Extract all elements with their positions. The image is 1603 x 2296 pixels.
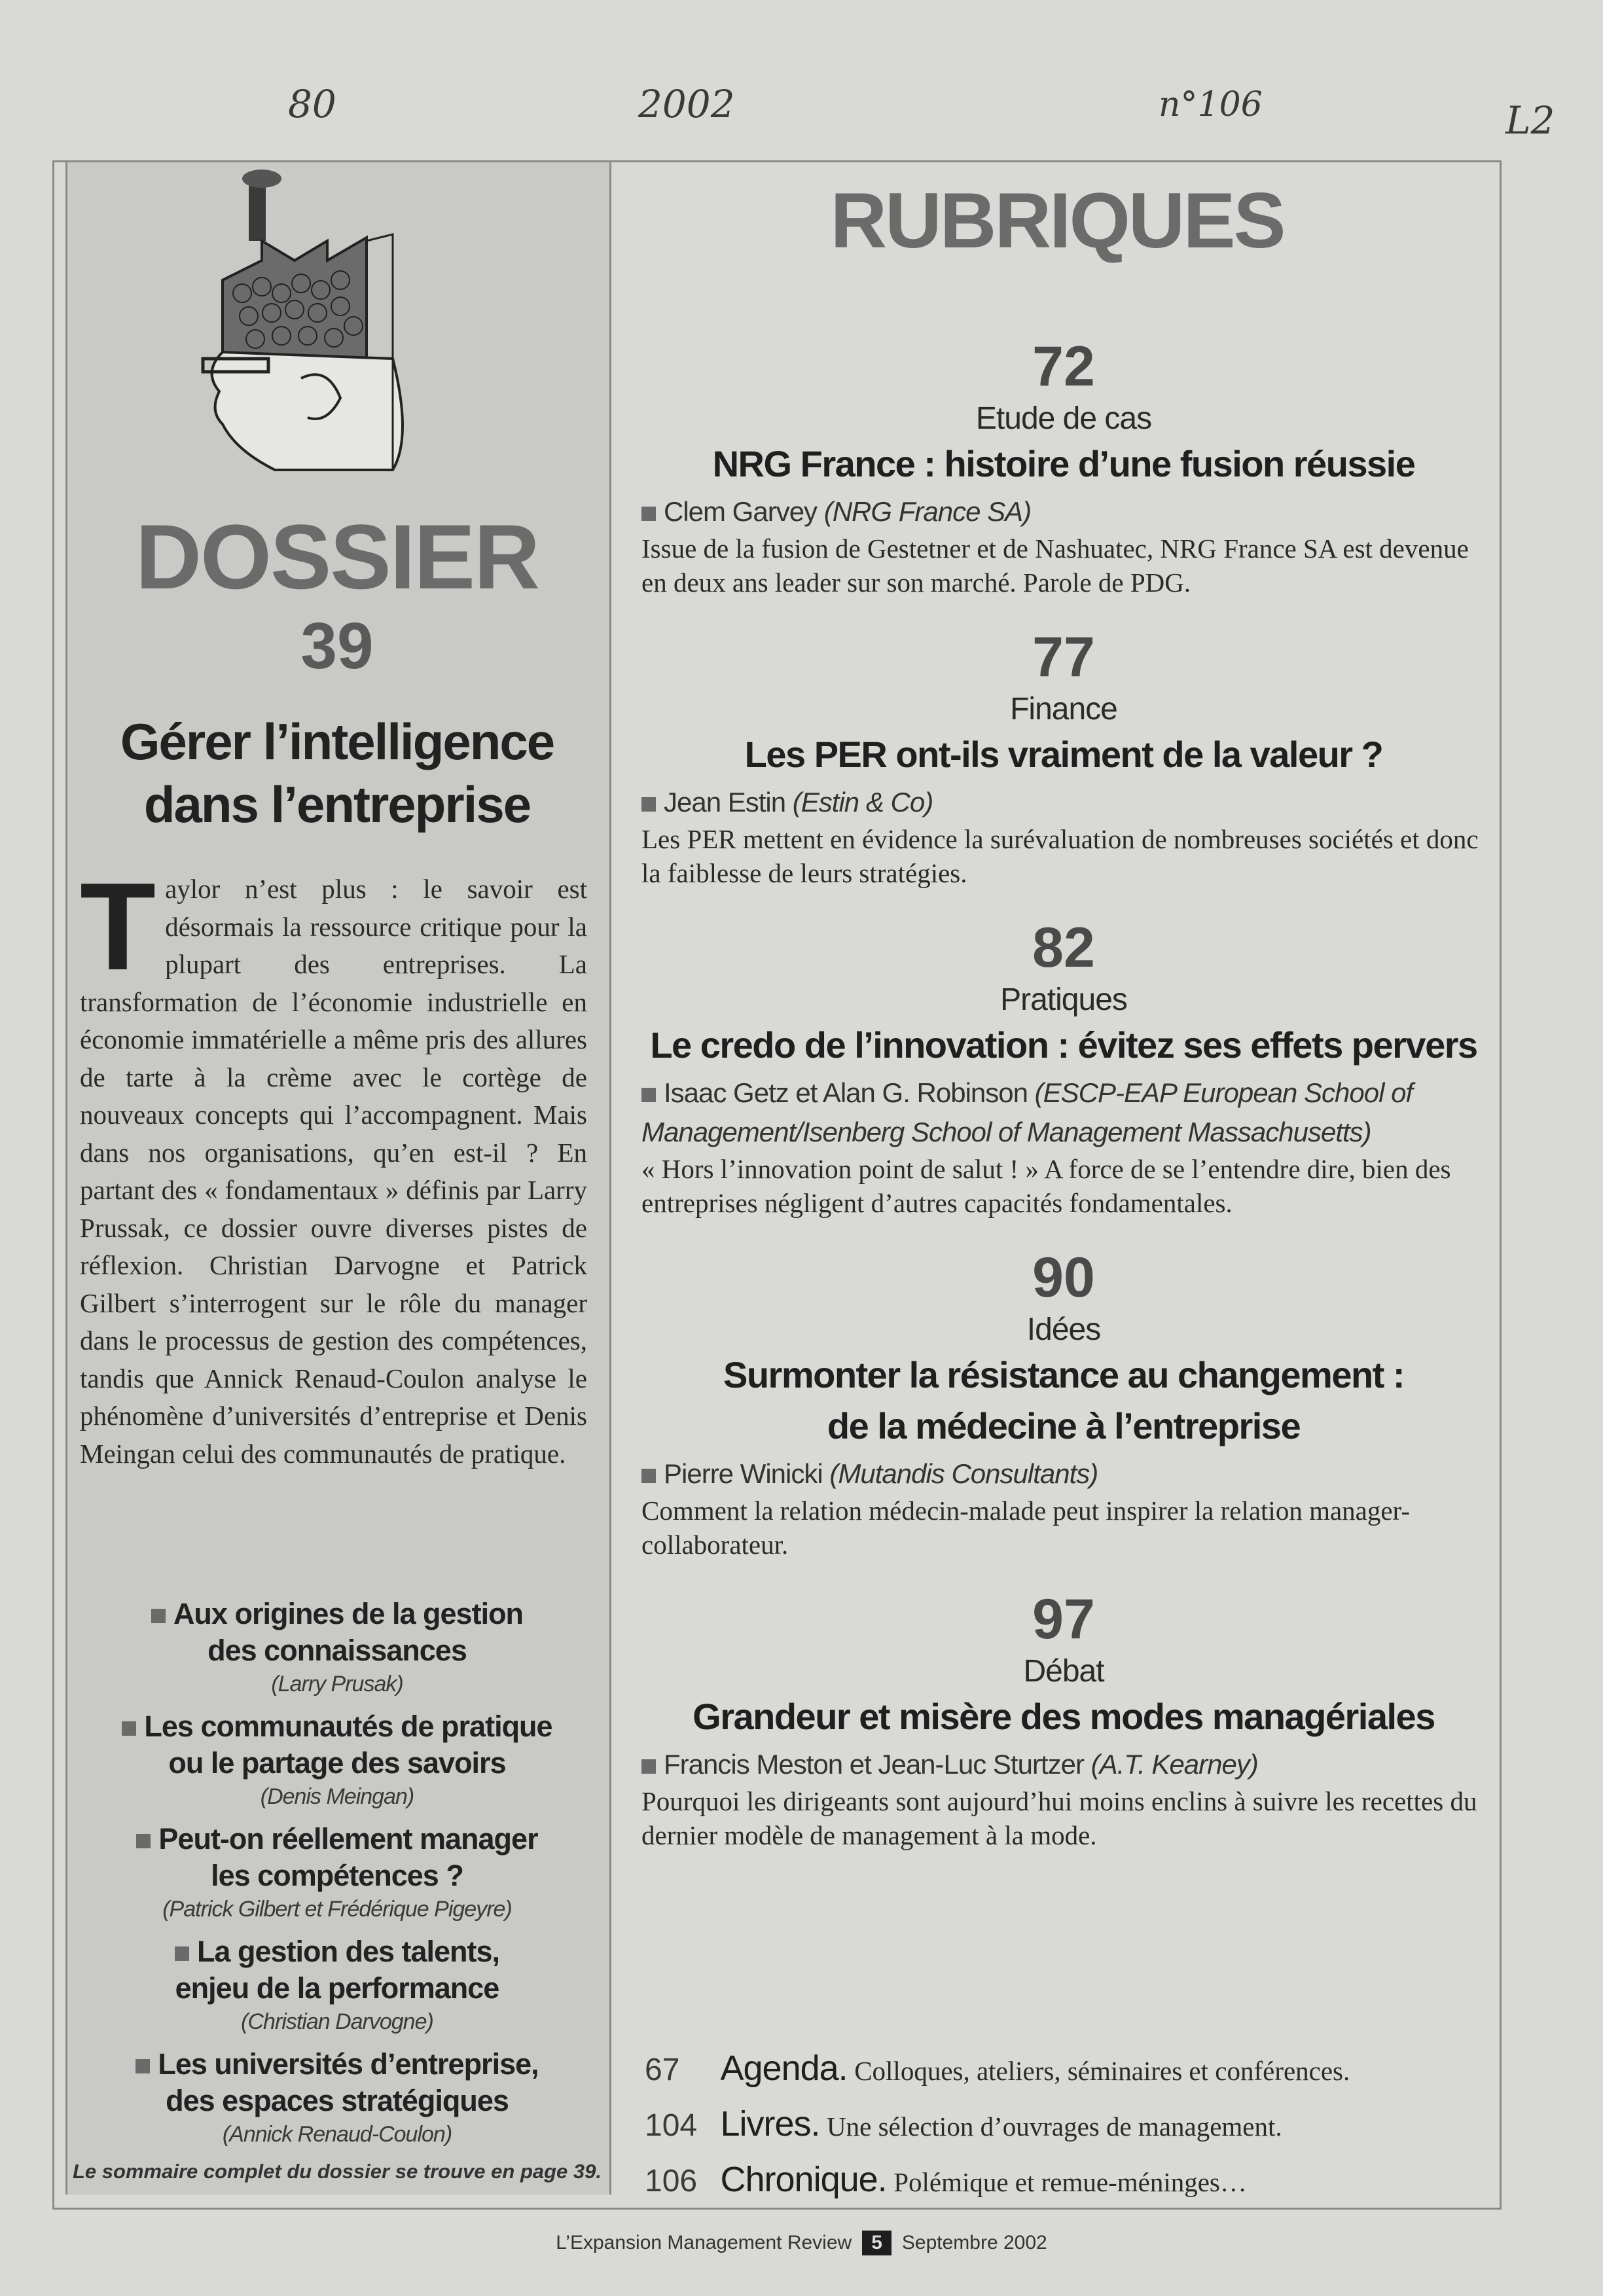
dossier-intro-text: aylor n’est plus : le savoir est désormais la ressource critique pour la plupart des entreprises. La transformation de l’économie industrielle en économie immatérielle a même pris des allures de tarte à la crème avec le cortège de nouveaux concepts qui l’accompagnent. Mais dans nos organisations, qu’en est-il ? En partant des « fondamentaux » définis par Larry Prussak, ce dossier ouvre diverses pistes de réflexion. Christian Darvogne et Patrick Gilbert s’interrogent sur le rôle du manager dans le processus de gestion des compétences, tandis que Annick Renaud-Coulon analyse le phénomène d’universités d’entreprise et Denis Meingan celui des communautés de pratique. [80,874,587,1469]
rubrique-byline [641,783,1486,822]
footer-rubrique-page: 104 [645,2108,698,2143]
footer-rubrique-page: 67 [645,2053,680,2087]
footer-rubrique[interactable] [645,2153,1489,2209]
dossier-note: Le sommaire complet du dossier se trouve en page 39. [73,2160,602,2183]
footer-rubrique-label: Livres. [720,2104,820,2144]
rubrique-page-number: 82 [1032,916,1095,979]
rubrique-entry[interactable] [641,334,1486,600]
article-author: (Denis Meingan) [260,1784,414,1809]
rubrique-byline [641,1454,1486,1494]
article-title: Aux origines de la gestion [173,1597,524,1630]
bullet-square-icon [641,1759,656,1774]
rubrique-page-number: 97 [1032,1588,1095,1651]
bullet-square-icon [641,1469,656,1483]
rubrique-affiliation: (Mutandis Consultants) [829,1458,1098,1489]
article-author: (Patrick Gilbert et Frédérique Pigeyre) [162,1897,512,1922]
bullet-square-icon [641,797,656,812]
rubrique-title: Grandeur et misère des modes managériales [693,1696,1435,1737]
bullet-square-icon [175,1946,189,1961]
handwritten-note: 2002 [638,82,735,126]
article-title: Peut-on réellement manager [158,1822,538,1856]
publication-name: L’Expansion Management Review [556,2232,852,2253]
rubrique-category: Débat [1023,1654,1104,1689]
rubrique-page-number: 77 [1032,626,1095,689]
rubrique-byline [641,492,1486,531]
article-title: des espaces stratégiques [166,2084,509,2117]
rubriques-list [641,334,1486,1852]
rubrique-category: Idées [1026,1312,1101,1347]
rubrique-category: Etude de cas [975,401,1152,436]
rubrique-category: Finance [1010,692,1117,726]
article-title: La gestion des talents, [196,1935,500,1968]
rubrique-authors: Isaac Getz et Alan G. Robinson [664,1077,1028,1108]
rubrique-title: Surmonter la résistance au changement : [723,1354,1405,1395]
rubrique-description: Comment la relation médecin-malade peut inspirer la relation manager-collaborateur. [641,1496,1411,1560]
rubrique-byline [641,1073,1486,1152]
footer-rubrique-page: 106 [645,2164,698,2198]
rubrique-description: « Hors l’innovation point de salut ! » A force de se l’entendre dire, bien des entreprises négligent d’autres capacités fondamentales. [641,1154,1451,1218]
bullet-square-icon [641,1088,656,1102]
rubrique-entry[interactable] [641,624,1486,890]
article-title: les compétences ? [211,1859,463,1892]
article-title: des connaissances [207,1634,467,1667]
dossier-label: DOSSIER [135,505,539,608]
rubrique-description: Pourquoi les dirigeants sont aujourd’hui moins enclins à suivre les recettes du dernier modèle de management à la mode. [641,1786,1477,1850]
drop-cap: T [80,857,156,996]
rubrique-category: Pratiques [1000,982,1127,1017]
footer-rubrique[interactable] [645,2098,1489,2153]
rubrique-description: Les PER mettent en évidence la surévaluation de nombreuses sociétés et donc la faiblesse de leurs stratégies. [641,824,1479,888]
rubrique-authors: Francis Meston et Jean-Luc Sturtzer [664,1749,1084,1780]
dossier-article[interactable] [65,1933,609,2037]
rubrique-title: Les PER ont-ils vraiment de la valeur ? [744,734,1383,775]
article-author: (Christian Darvogne) [241,2009,433,2034]
rubrique-entry[interactable] [641,1245,1486,1562]
article-title: Les communautés de pratique [144,1710,552,1743]
bullet-square-icon [135,2059,150,2073]
rubrique-authors: Jean Estin [664,787,786,817]
handwritten-note: 80 [288,82,336,126]
rubrique-entry[interactable] [641,1587,1486,1852]
bullet-square-icon [151,1609,166,1623]
rubrique-affiliation: (ESCP-EAP European School of Management/Isenberg School of Management Massachusetts) [641,1077,1413,1147]
bullet-square-icon [641,507,656,521]
footer-rubrique-label: Chronique. [720,2160,887,2199]
rubrique-page-number: 90 [1032,1246,1095,1309]
article-title: enjeu de la performance [175,1971,499,2005]
bullet-square-icon [122,1721,136,1736]
issue-date: Septembre 2002 [901,2232,1047,2253]
rubrique-affiliation: (NRG France SA) [823,496,1032,527]
dossier-title [65,710,609,836]
dossier-page-number: 39 [300,609,374,683]
dossier-title-line: Gérer l’intelligence [120,713,554,770]
dossier-article[interactable] [65,2046,609,2149]
article-author: (Larry Prusak) [271,1672,403,1696]
factory-head-illustration [196,162,497,476]
rubrique-description: Issue de la fusion de Gestetner et de Nashuatec, NRG France SA est devenue en deux ans leader sur son marché. Parole de PDG. [641,533,1469,598]
dossier-article[interactable] [65,1821,609,1924]
article-title: Les universités d’entreprise, [158,2047,539,2081]
rubrique-affiliation: (A.T. Kearney) [1090,1749,1258,1780]
article-title: ou le partage des savoirs [168,1746,506,1780]
dossier-article-list [65,1596,609,2159]
rubrique-title: Le credo de l’innovation : évitez ses effets pervers [650,1024,1477,1066]
rubrique-affiliation: (Estin & Co) [792,787,933,817]
page-footer [0,2231,1603,2255]
dossier-intro [80,857,587,1473]
dossier-title-line: dans l’entreprise [143,776,531,833]
rubriques-heading: RUBRIQUES [830,177,1284,264]
dossier-article[interactable] [65,1596,609,1699]
rubrique-title: de la médecine à l’entreprise [827,1405,1301,1446]
rubrique-authors: Pierre Winicki [664,1458,823,1489]
rubriques-footer-list [645,2042,1489,2209]
rubrique-authors: Clem Garvey [664,496,818,527]
footer-rubrique-desc: Polémique et remue-méninges… [893,2167,1247,2197]
rubrique-byline [641,1745,1486,1784]
handwritten-note: L2 [1505,98,1555,143]
article-author: (Annick Renaud-Coulon) [222,2122,452,2147]
footer-rubrique[interactable] [645,2042,1489,2098]
handwritten-note: n°106 [1159,85,1263,124]
rubrique-title: NRG France : histoire d’une fusion réussie [712,443,1415,484]
page-number: 5 [862,2231,892,2255]
rubrique-entry[interactable] [641,915,1486,1220]
footer-rubrique-desc: Colloques, ateliers, séminaires et conférences. [854,2056,1350,2086]
bullet-square-icon [136,1834,151,1848]
dossier-article[interactable] [65,1708,609,1812]
footer-rubrique-desc: Une sélection d’ouvrages de management. [827,2111,1282,2142]
footer-rubrique-label: Agenda. [720,2049,848,2088]
rubrique-page-number: 72 [1032,335,1095,398]
